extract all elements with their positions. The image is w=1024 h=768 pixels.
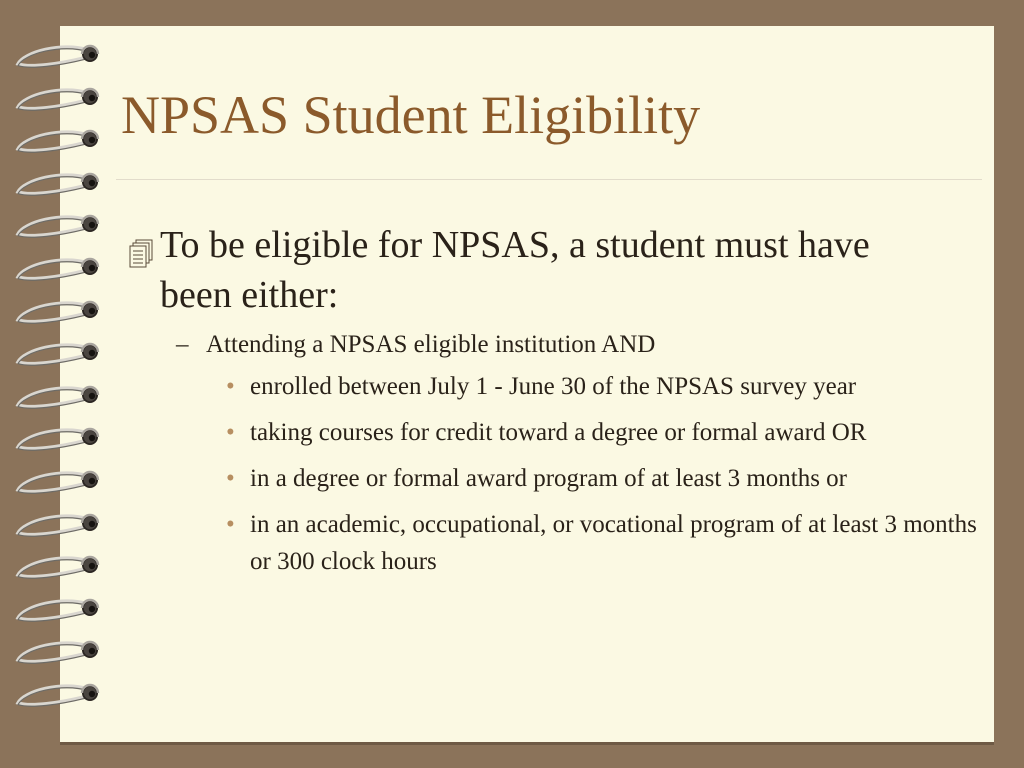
spiral-ring [12, 549, 104, 583]
title-divider [116, 179, 982, 180]
spiral-ring [12, 251, 104, 285]
spiral-ring [12, 166, 104, 200]
bullet-level3-list [223, 368, 978, 580]
spiral-ring [12, 464, 104, 498]
dot-marker: • [226, 511, 235, 538]
spiral-ring [12, 421, 104, 455]
spiral-ring [12, 592, 104, 626]
bullet-level3-text: taking courses for credit toward a degree or formal award OR [250, 419, 867, 446]
spiral-ring [12, 208, 104, 242]
dot-marker: • [226, 373, 235, 400]
bullet-level3-item [223, 506, 980, 580]
slide-body [128, 220, 978, 589]
bullet-level2 [176, 328, 978, 362]
dot-marker: • [226, 419, 235, 446]
dot-marker: • [226, 465, 235, 492]
bullet-level3-item [223, 460, 980, 497]
bullet-level3-text: in a degree or formal award program of at least 3 months or [250, 465, 848, 492]
spiral-ring [12, 677, 104, 711]
spiral-ring [12, 379, 104, 413]
bullet-level2-text: Attending a NPSAS eligible institution AND [206, 331, 656, 358]
spiral-ring [12, 507, 104, 541]
spiral-ring [12, 294, 104, 328]
spiral-ring [12, 81, 104, 115]
bullet-level3-item [223, 368, 980, 405]
notepad-bullet-icon [128, 232, 154, 282]
spiral-ring [12, 634, 104, 668]
dash-marker: – [176, 331, 189, 358]
bullet-level3-text: enrolled between July 1 - June 30 of the NPSAS survey year [250, 373, 857, 400]
spiral-ring [12, 123, 104, 157]
spiral-ring [12, 38, 104, 72]
bullet-level1 [128, 220, 930, 320]
bullet-level1-text: To be eligible for NPSAS, a student must have been either: [160, 224, 870, 316]
bullet-level3-item [223, 414, 980, 451]
bullet-level3-text: in an academic, occupational, or vocational program of at least 3 months or 300 clock hours [250, 511, 977, 575]
spiral-ring [12, 336, 104, 370]
slide-title: NPSAS Student Eligibility [121, 85, 701, 145]
